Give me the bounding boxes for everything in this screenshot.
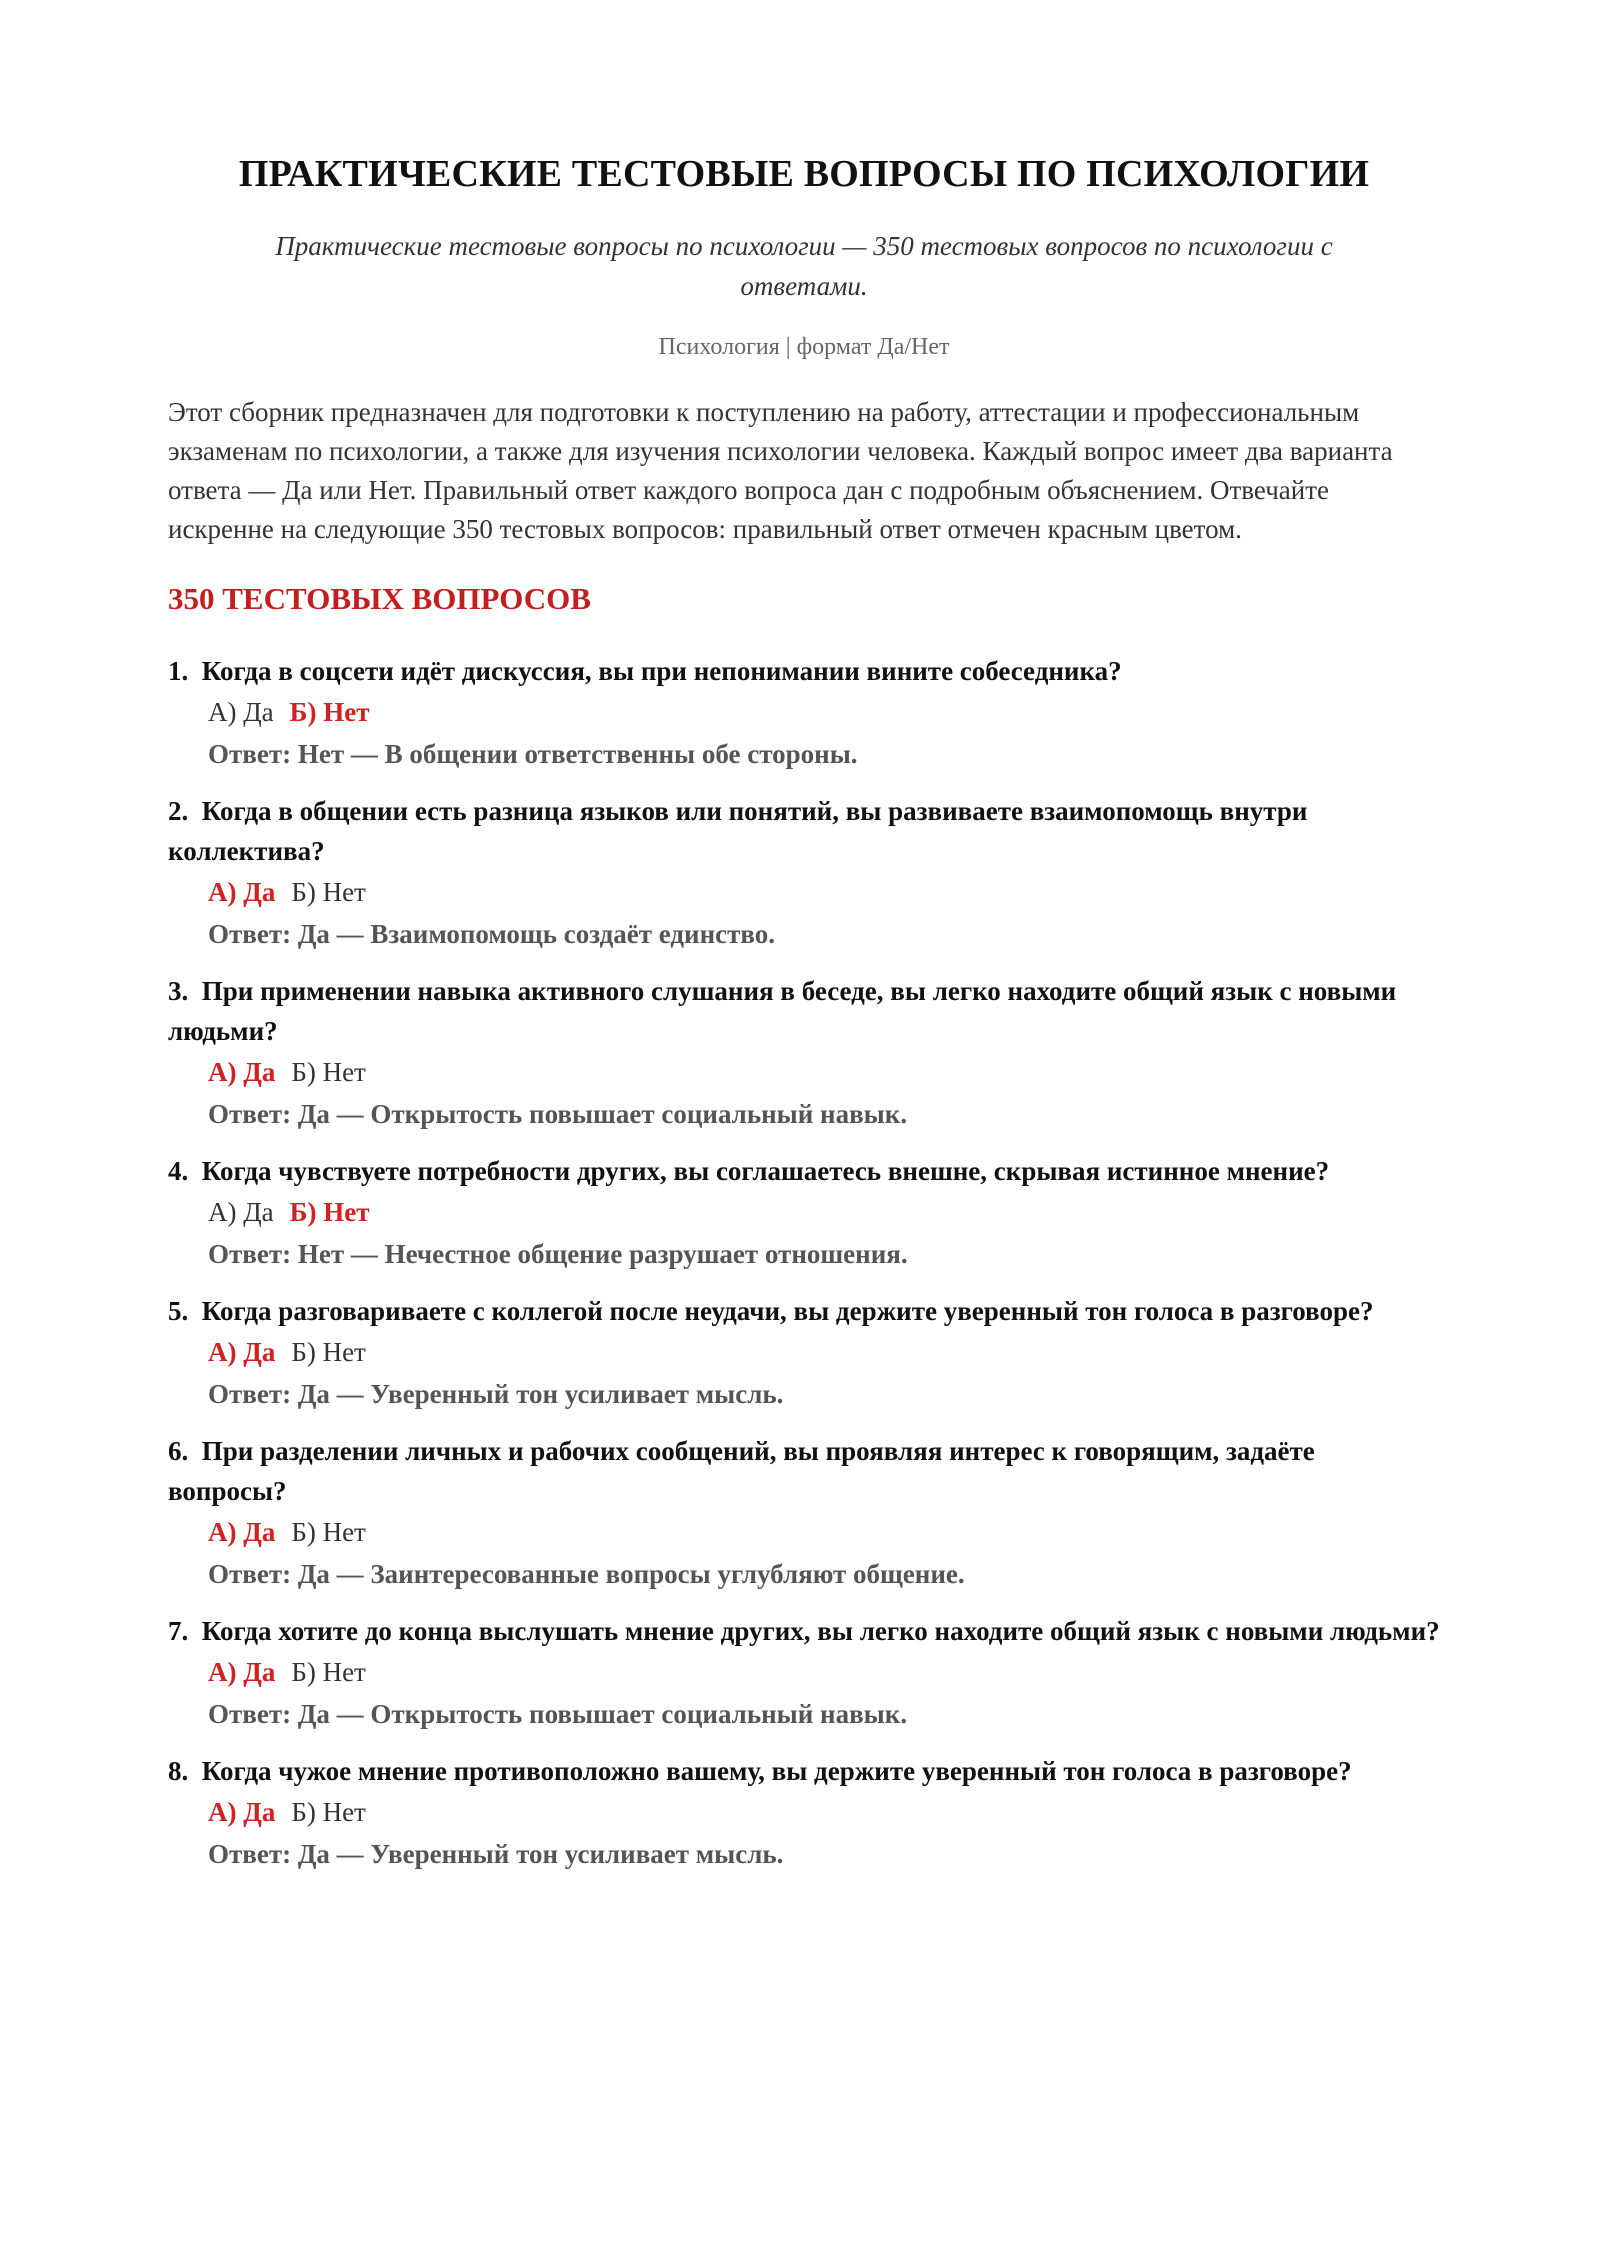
question-item	[168, 791, 1440, 955]
option-b: Б) Нет	[291, 1797, 366, 1827]
option-b: Б) Нет	[289, 697, 370, 727]
question-number: 5.	[168, 1296, 189, 1326]
answer-options	[208, 1791, 1440, 1833]
question-body: Когда чужое мнение противоположно вашему, вы держите уверенный тон голоса в разговоре?	[201, 1756, 1352, 1786]
question-text	[168, 1751, 1440, 1791]
option-a: А) Да	[208, 1797, 276, 1827]
answer-explanation: Ответ: Да — Открытость повышает социальный навык.	[208, 1699, 908, 1729]
answer-explanation: Ответ: Нет — В общении ответственны обе стороны.	[208, 739, 858, 769]
question-number: 7.	[168, 1616, 189, 1646]
question-body: Когда разговариваете с коллегой после неудачи, вы держите уверенный тон голоса в разговоре?	[201, 1296, 1374, 1326]
option-b: Б) Нет	[291, 1657, 366, 1687]
question-number: 1.	[168, 656, 189, 686]
answer-explanation: Ответ: Да — Взаимопомощь создаёт единство.	[208, 919, 776, 949]
answer-explanation: Ответ: Да — Заинтересованные вопросы углубляют общение.	[208, 1559, 965, 1589]
intro-paragraph: Этот сборник предназначен для подготовки к поступлению на работу, аттестации и профессиональным экзаменам по психологии, а также для изучения психологии человека. Каждый вопрос имеет два варианта ответа — Да или Нет. Правильный ответ каждого вопроса дан с подробным объяснением. Отвечайте искренне на следующие 350 тестовых вопросов: правильный ответ отмечен красным цветом.	[168, 397, 1393, 544]
question-item	[168, 1611, 1440, 1735]
document-subtitle: Практические тестовые вопросы по психологии — 350 тестовых вопросов по психологии с ответами.	[275, 231, 1333, 301]
document-title: ПРАКТИЧЕСКИЕ ТЕСТОВЫЕ ВОПРОСЫ ПО ПСИХОЛОГИИ	[238, 153, 1370, 195]
question-body: Когда хотите до конца выслушать мнение других, вы легко находите общий язык с новыми людьми?	[201, 1616, 1440, 1646]
question-text	[168, 1431, 1440, 1511]
question-text	[168, 1291, 1440, 1331]
question-number: 4.	[168, 1156, 189, 1186]
section-heading: 350 ТЕСТОВЫХ ВОПРОСОВ	[168, 581, 591, 616]
question-item	[168, 1751, 1440, 1875]
question-body: Когда в соцсети идёт дискуссия, вы при непонимании вините собеседника?	[201, 656, 1122, 686]
question-text	[168, 1151, 1440, 1191]
answer-options	[208, 691, 1440, 733]
option-b: Б) Нет	[291, 1337, 366, 1367]
question-body: Когда в общении есть разница языков или понятий, вы развиваете взаимопомощь внутри коллектива?	[168, 796, 1308, 866]
answer-options	[208, 1331, 1440, 1373]
option-b: Б) Нет	[291, 877, 366, 907]
question-body: При применении навыка активного слушания в беседе, вы легко находите общий язык с новыми людьми?	[168, 976, 1397, 1046]
question-number: 8.	[168, 1756, 189, 1786]
answer-options	[208, 1651, 1440, 1693]
answer-options	[208, 871, 1440, 913]
document-meta: Психология | формат Да/Нет	[658, 334, 950, 360]
answer-explanation: Ответ: Да — Уверенный тон усиливает мысль.	[208, 1379, 784, 1409]
question-number: 2.	[168, 796, 189, 826]
question-number: 6.	[168, 1436, 189, 1466]
option-a: А) Да	[208, 697, 274, 727]
answer-explanation: Ответ: Да — Уверенный тон усиливает мысль.	[208, 1839, 784, 1869]
question-text	[168, 791, 1440, 871]
question-item	[168, 1151, 1440, 1275]
question-text	[168, 1611, 1440, 1651]
option-a: А) Да	[208, 1657, 276, 1687]
question-number: 3.	[168, 976, 189, 1006]
document-page	[168, 0, 1440, 1891]
option-a: А) Да	[208, 1517, 276, 1547]
answer-options	[208, 1191, 1440, 1233]
option-b: Б) Нет	[289, 1197, 370, 1227]
answer-explanation: Ответ: Нет — Нечестное общение разрушает отношения.	[208, 1239, 908, 1269]
answer-options	[208, 1511, 1440, 1553]
answer-options	[208, 1051, 1440, 1093]
option-b: Б) Нет	[291, 1517, 366, 1547]
question-text	[168, 971, 1440, 1051]
question-body: При разделении личных и рабочих сообщений, вы проявляя интерес к говорящим, задаёте вопросы?	[168, 1436, 1315, 1506]
option-a: А) Да	[208, 1337, 276, 1367]
answer-explanation: Ответ: Да — Открытость повышает социальный навык.	[208, 1099, 908, 1129]
question-item	[168, 1291, 1440, 1415]
option-b: Б) Нет	[291, 1057, 366, 1087]
option-a: А) Да	[208, 1197, 274, 1227]
question-body: Когда чувствуете потребности других, вы соглашаетесь внешне, скрывая истинное мнение?	[201, 1156, 1330, 1186]
option-a: А) Да	[208, 877, 276, 907]
question-item	[168, 651, 1440, 775]
question-list	[168, 651, 1440, 1875]
question-text	[168, 651, 1440, 691]
option-a: А) Да	[208, 1057, 276, 1087]
question-item	[168, 971, 1440, 1135]
question-item	[168, 1431, 1440, 1595]
